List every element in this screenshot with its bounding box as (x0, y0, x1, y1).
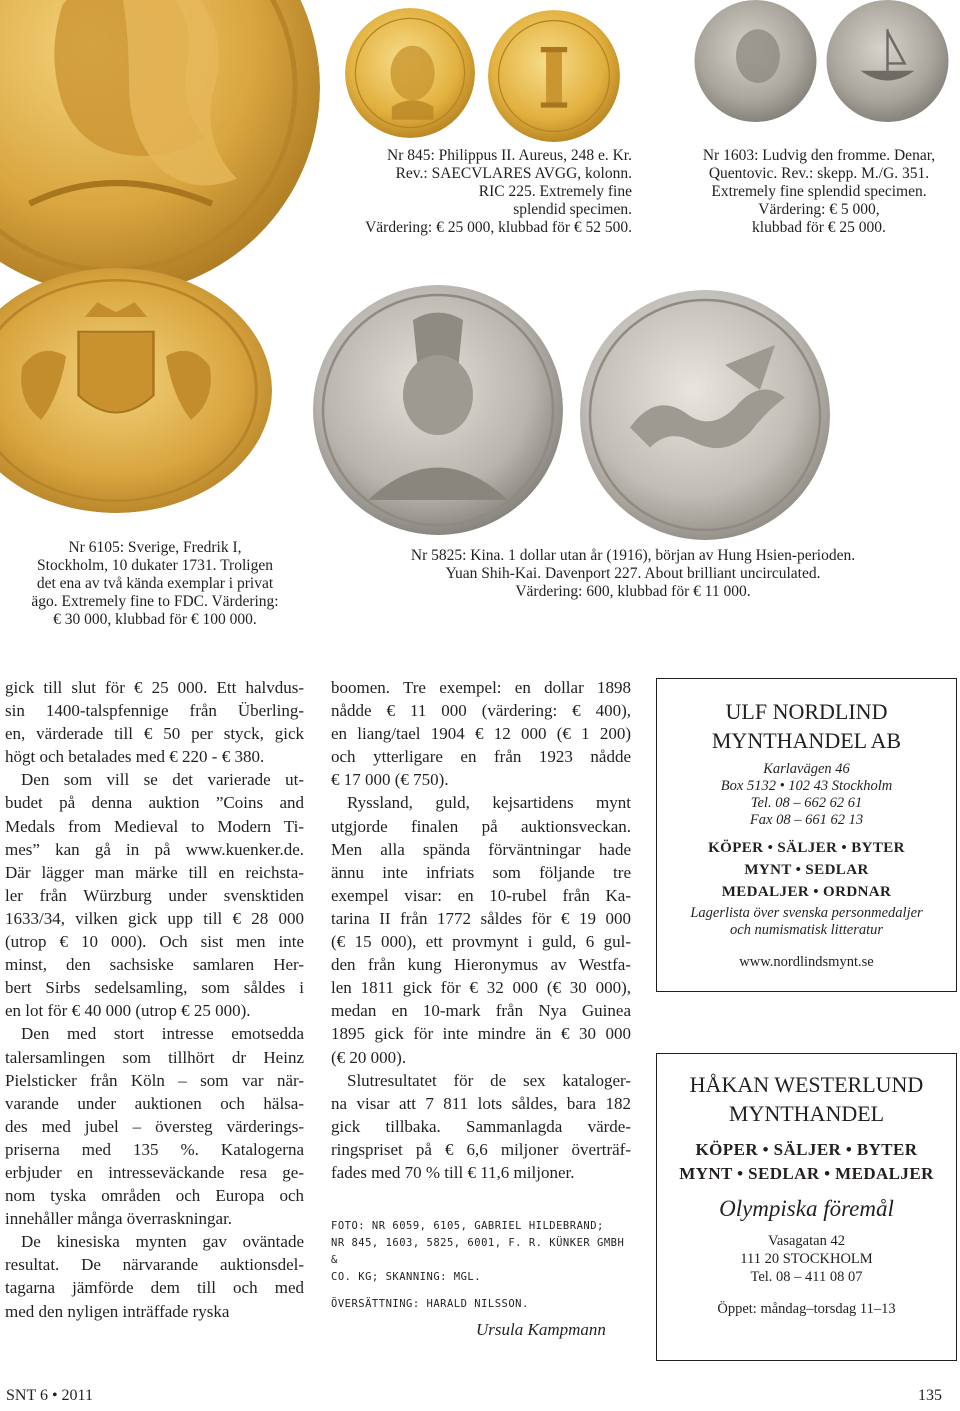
ad-phone: Tel. 08 – 662 62 61 (750, 795, 863, 811)
text-line: den från kung Hieronymus av Westfa- (331, 955, 631, 975)
text-line: 1895 gick för inte mindre än € 30 000 (331, 1024, 631, 1044)
caption-line: det ena av två kända exemplar i privat (36, 575, 274, 592)
text-line: en liang/tael 1904 € 12 000 (€ 1 200) (331, 724, 631, 744)
ad-title: MYNTHANDEL AB (711, 728, 902, 753)
text-line: Men alla spända förväntningar hade (331, 839, 631, 859)
credit-line: ÖVERSÄTTNING: HARALD NILSSON. (331, 1298, 529, 1310)
ad-note: och numismatisk litteratur (729, 922, 884, 938)
footer-issue: SNT 6 • 2011 (6, 1387, 93, 1404)
text-line: (€ 20 000). (331, 1047, 407, 1067)
ad-title: ULF NORDLIND (725, 699, 888, 724)
paragraph (331, 791, 631, 1068)
caption-line: € 30 000, klubbad för € 100 000. (53, 611, 257, 628)
caption-line: Nr 5825: Kina. 1 dollar utan år (1916), början av Hung Hsien-perioden. (410, 547, 856, 564)
caption-kina (338, 547, 928, 601)
text-line: resultat. De närvarande auktionsdel- (5, 1255, 304, 1275)
ad-note: Lagerlista över svenska personmedaljer (690, 905, 923, 921)
caption-ludvig (664, 147, 960, 237)
text-line: mes” kan gå in på www.kuenker.de. (5, 839, 304, 859)
ludvig-denar-coin (688, 0, 823, 122)
credit-line: NR 845, 1603, 5825, 6001, F. R. KÜNKER GMBH & (331, 1237, 625, 1266)
ad-address: 111 20 STOCKHOLM (740, 1251, 873, 1267)
text-line: tarina II från 1772 såldes för € 19 000 (331, 908, 631, 928)
text-line: högt och betalades med € 220 - € 380. (5, 747, 265, 767)
ad-tagline: Olympiska föremål (719, 1196, 894, 1221)
caption-line: RIC 225. Extremely fine (478, 183, 632, 200)
text-line: 1633/34, vilken gick upp till € 28 000 (5, 908, 304, 928)
caption-line: Nr 1603: Ludvig den fromme. Denar, (702, 147, 936, 164)
ad-opening-hours: Öppet: måndag–torsdag 11–13 (717, 1301, 896, 1317)
ad-services: KÖPER • SÄLJER • BYTER (695, 1140, 918, 1159)
text-line: gick tillbaka. Sammanlagda värde- (331, 1116, 631, 1136)
ad-address: Vasagatan 42 (768, 1233, 845, 1249)
caption-line: Nr 6105: Sverige, Fredrik I, (68, 539, 242, 556)
ad-title: HÅKAN WESTERLUND (689, 1072, 924, 1097)
caption-philippus (312, 147, 632, 237)
ad-ulf-nordlind (656, 678, 957, 992)
yuan-shih-kai-dollar-coin (313, 285, 563, 535)
caption-line: Extremely fine splendid specimen. (711, 183, 927, 200)
ad-address: Box 5132 • 102 43 Stockholm (720, 778, 893, 794)
text-line: len 1811 gick för € 32 000 (€ 30 000), (331, 978, 631, 998)
caption-fredrik (14, 539, 296, 629)
text-line: tagarna jämförde dem till och med (5, 1278, 304, 1298)
caption-line: klubbad för € 25 000. (752, 219, 886, 236)
text-line: Pielsticker från Köln – som var när- (5, 1070, 304, 1090)
caption-line: Nr 845: Philippus II. Aureus, 248 e. Kr. (387, 147, 632, 164)
paragraph (5, 676, 304, 768)
text-line: varande under auktionen och hälsa- (5, 1093, 304, 1113)
caption-line: splendid specimen. (513, 201, 632, 218)
author-signature: Ursula Kampmann (476, 1320, 606, 1339)
text-line: boomen. Tre exempel: en dollar 1898 (331, 678, 631, 697)
text-line: utgjorde finalen på auktionsveckan. (331, 816, 631, 836)
text-line: nom tyska områden och Europa och (5, 1186, 304, 1206)
text-line: Slutresultatet för de sex kataloger- (347, 1070, 631, 1090)
text-line: talersamlingen som tillhört dr Heinz (5, 1047, 304, 1067)
ad-services: MYNT • SEDLAR (744, 862, 869, 878)
ad-services: MYNT • SEDLAR • MEDALJER (679, 1164, 934, 1183)
text-line: Den med stort intresse emotsedda (21, 1024, 304, 1044)
double-portrait-gold-coin (0, 0, 320, 295)
text-line: nådde € 11 000 (värdering: € 400), (331, 701, 631, 721)
text-line: ringspriset på € 6,6 miljoner överträf- (331, 1139, 631, 1159)
caption-line: ägo. Extremely fine to FDC. Värdering: (31, 593, 279, 610)
text-line: bert Sirbs sedelsamling, som såldes i (5, 978, 304, 998)
caption-line: Yuan Shih-Kai. Davenport 227. About brilliant uncirculated. (445, 565, 821, 582)
text-line: De kinesiska mynten gav oväntade (21, 1232, 304, 1252)
credit-line: FOTO: NR 6059, 6105, GABRIEL HILDEBRAND; (331, 1220, 604, 1232)
caption-line: Värdering: 600, klubbad för € 11 000. (515, 583, 751, 600)
text-line: ler från Würzburg under svensktiden (5, 885, 304, 905)
caption-line: Rev.: SAECVLARES AVGG, kolonn. (395, 165, 632, 182)
text-line: medan en 10-mark från Nya Guinea (331, 1001, 631, 1021)
text-line: € 17 000 (€ 750). (331, 770, 449, 790)
ad-fax: Fax 08 – 661 62 13 (749, 812, 864, 828)
philippus-reverse-coin (488, 10, 620, 142)
article-column-1 (5, 676, 304, 1323)
text-line: och ytterligare en från 1923 nådde (331, 747, 631, 767)
caption-line: Quentovic. Rev.: skepp. M./G. 351. (708, 165, 930, 182)
fredrik-ducat-coin (0, 268, 272, 513)
text-line: na visar att 7 811 lots såldes, bara 182 (331, 1093, 631, 1113)
text-line: med den nyligen inträffade ryska (5, 1301, 230, 1321)
text-line: fades med 70 % till € 11,6 miljoner. (331, 1162, 575, 1182)
paragraph (5, 768, 304, 1022)
philippus-aureus-coin (345, 8, 475, 138)
ad-phone: Tel. 08 – 411 08 07 (750, 1269, 863, 1285)
text-line: innehåller många överraskningar. (5, 1209, 233, 1229)
ad-hakan-westerlund (656, 1053, 957, 1361)
text-line: en lot för € 40 000 (utrop € 25 000). (5, 1001, 251, 1021)
article-column-2 (331, 676, 631, 1184)
caption-line: Stockholm, 10 dukater 1731. Troligen (37, 557, 273, 574)
ad-title: MYNTHANDEL (728, 1101, 885, 1126)
ad-address: Karlavägen 46 (763, 761, 850, 777)
credit-line: CO. KG; SKANNING: MGL. (331, 1271, 482, 1283)
photo-credits (331, 1218, 631, 1313)
text-line: des med jubel – översteg värderings- (5, 1116, 304, 1136)
text-line: priserna med 135 %. Katalogerna (5, 1139, 304, 1159)
text-line: (€ 15 000), ett provmynt i guld, 6 gul- (331, 932, 631, 952)
ludvig-ship-coin (820, 0, 955, 122)
text-line: Där lägger man märke till en reichsta- (5, 862, 304, 882)
paragraph (331, 676, 631, 791)
caption-line: Värdering: € 25 000, klubbad för € 52 500. (365, 219, 632, 236)
ad-website-link[interactable]: www.nordlindsmynt.se (739, 954, 874, 970)
page-number: 135 (918, 1387, 942, 1404)
text-line: en, värderade till € 50 per styck, gick (5, 724, 304, 744)
text-line: budet på denna auktion ”Coins and (5, 793, 304, 813)
text-line: Medals from Medieval to Modern Ti- (5, 816, 304, 836)
text-line: exempel visar: en 10-rubel från Ka- (331, 885, 631, 905)
text-line: (utrop € 10 000). Och sist men inte (5, 932, 304, 952)
dragon-reverse-coin (580, 290, 830, 540)
paragraph (5, 1022, 304, 1230)
paragraph (5, 1230, 304, 1322)
caption-line: Värdering: € 5 000, (758, 201, 880, 218)
text-line: sin 1400-talspfennige från Überling- (5, 701, 304, 721)
text-line: ännu inte infriats som följande tre (331, 862, 631, 882)
paragraph (331, 1069, 631, 1184)
text-line: erbjuder en intresseväckande resa ge- (5, 1162, 304, 1182)
text-line: Ryssland, guld, kejsartidens mynt (347, 793, 631, 813)
text-line: Den som vill se det varierade ut- (21, 770, 304, 790)
ad-services: KÖPER • SÄLJER • BYTER (708, 840, 905, 856)
text-line: gick till slut för € 25 000. Ett halvdus- (5, 678, 304, 697)
text-line: minst, den sachsiske samlaren Her- (5, 955, 304, 975)
ad-services: MEDALJER • ORDNAR (721, 884, 892, 900)
